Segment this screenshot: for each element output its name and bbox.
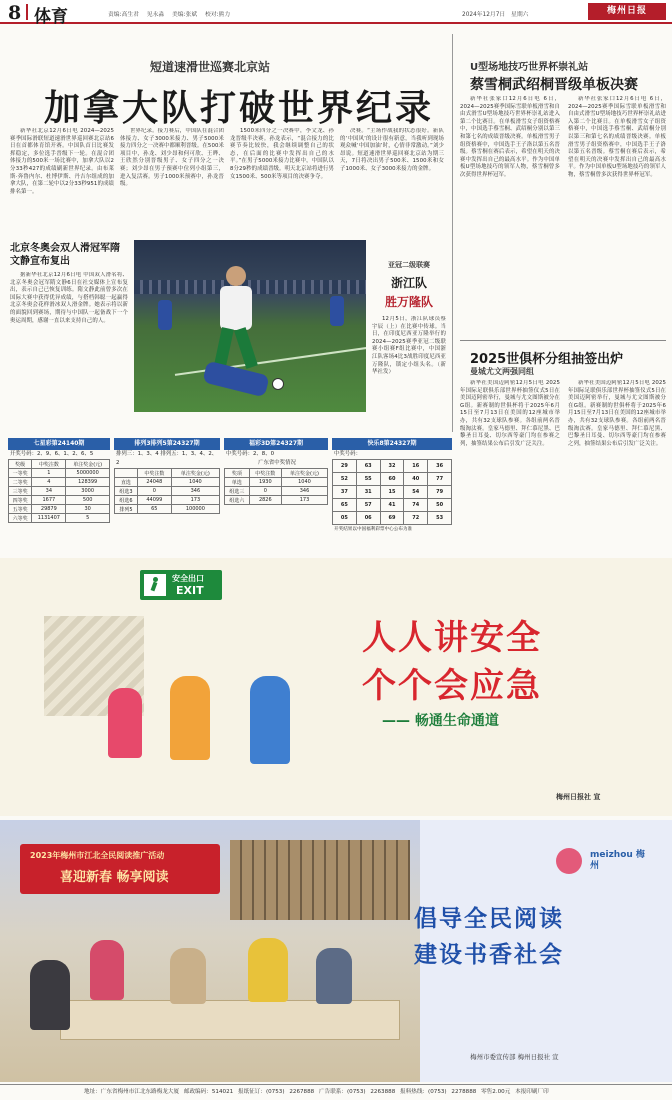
lottery-cell: 5000000 bbox=[66, 469, 110, 478]
lottery-row bbox=[115, 496, 220, 505]
lottery-number: 16 bbox=[404, 460, 428, 473]
lottery-numbers: 排列三：1、3、4 排列五：1、3、4、2、2 bbox=[116, 451, 218, 466]
lottery-row bbox=[9, 496, 110, 505]
lottery-cell: 346 bbox=[281, 487, 327, 496]
lottery-number: 41 bbox=[380, 499, 404, 512]
lottery-cell: 3000 bbox=[66, 487, 110, 496]
newspaper-logo: 梅州日报 bbox=[588, 3, 666, 20]
meizhou-brand: meizhou 梅州 bbox=[590, 850, 645, 871]
soccer-ball bbox=[272, 378, 284, 390]
lottery-row bbox=[115, 487, 220, 496]
lead-text-3: 1500米四分之一决赛中，李文龙、孙龙晋级半决赛。孙龙表示，“混合接力的比赛节奏比较快，我会继续调整自己的状态，在后面的比赛中发挥出自己的水平。”在男子5000米接力比赛中，中国队以8分29秒的成绩晋级。明天北京站将进行男女1500米、500米等项目的决赛争夺。 bbox=[230, 128, 334, 180]
lottery-fucai3d bbox=[224, 438, 328, 554]
lottery-number: 72 bbox=[404, 512, 428, 525]
event-banner-slogan: 喜迎新春 畅享阅读 bbox=[60, 870, 169, 885]
background-player bbox=[330, 296, 344, 326]
bookshelf bbox=[230, 840, 410, 920]
skate-body-col2 bbox=[568, 96, 666, 336]
page-header bbox=[0, 0, 672, 27]
lottery-cell: 4 bbox=[32, 478, 66, 487]
lottery-note: 开奖结果以中国福利彩票中心公布为准 bbox=[334, 527, 413, 532]
safety-ad-sponsor: 梅州日报社 宣 bbox=[556, 793, 601, 801]
lead-body-col3 bbox=[230, 128, 334, 236]
lottery-number: 54 bbox=[404, 486, 428, 499]
photo-caption bbox=[372, 316, 446, 416]
lottery-number: 36 bbox=[428, 460, 452, 473]
reader-figure bbox=[248, 938, 288, 1002]
lead-text-2: 世界纪录。接力赛后，中国队在混合团体接力、女子3000米接力、男子5000米接力四分之一决赛中都顺利晋级。在500米项目中，孙龙、刘少昂和何可欣、王晔、王欣然分别晋级男子、女子四分之一决赛；刘少昂在男子预赛中位列小组第三，进入复活赛。男子1000米预赛中，孙龙晋级。 bbox=[120, 128, 224, 188]
skate-kicker: U型场地技巧世界杯崇礼站 bbox=[470, 62, 589, 73]
lead-body-col2 bbox=[120, 128, 224, 236]
photo-kicker: 亚冠二级联赛 bbox=[388, 261, 430, 269]
event-banner bbox=[20, 844, 220, 894]
player-leg bbox=[214, 327, 234, 367]
lottery-cell: 组选3 bbox=[115, 487, 138, 496]
lottery-number-grid bbox=[332, 459, 452, 525]
page-footer: 地址：广东省梅州市江北东路梅龙大厦 邮政编码：514021 报纸征订：(0753) 2267888 广告联系：(0753) 2263888 报料热线：(0753) 2278888 零售2.00元 本报印刷厂印 bbox=[0, 1084, 672, 1100]
lottery-cell: 组选6 bbox=[115, 496, 138, 505]
photo-headline-2: 胜万隆队 bbox=[384, 295, 433, 309]
lottery-row bbox=[9, 469, 110, 478]
lottery-pailie bbox=[114, 438, 220, 554]
lottery-row bbox=[115, 478, 220, 487]
lottery-header-cell: 中奖注数 bbox=[249, 469, 281, 478]
worldcup-subhead: 曼城尤文两强同组 bbox=[470, 367, 534, 376]
lottery-cell: 排列5 bbox=[115, 505, 138, 514]
lead-kicker: 短道速滑世巡赛北京站 bbox=[150, 60, 271, 74]
lottery-number: 37 bbox=[333, 486, 357, 499]
safety-slogan-3: —— 畅通生命通道 bbox=[382, 713, 499, 729]
lottery-number: 29 bbox=[333, 460, 357, 473]
lottery-header-cell: 奖级 bbox=[9, 460, 32, 469]
lottery-cell: 组选三 bbox=[225, 487, 250, 496]
lottery-cell: 34 bbox=[32, 487, 66, 496]
lottery-numbers: 开奖号码：2、9、6、1、2、6、5 bbox=[10, 451, 94, 457]
lottery-cell: 1040 bbox=[171, 478, 219, 487]
lottery-cell: 1 bbox=[32, 469, 66, 478]
pitch-line bbox=[175, 346, 366, 376]
lottery-cell: 二等奖 bbox=[9, 478, 32, 487]
caption-text: 12月5日，浙江队球员蔡宇辰（上）在比赛中传球。当日，在印度尼西亚万隆举行的2024—2025赛季亚冠二级联赛小组赛F组比赛中，中国浙江队客场4比3战胜印度尼西亚万隆队，锁定小组头名。（新华社发） bbox=[372, 316, 446, 376]
reading-ad-sponsor: 梅州市委宣传部 梅州日报社 宣 bbox=[470, 1053, 559, 1061]
reading-slogan-2: 建设书香社会 bbox=[414, 942, 564, 968]
lottery-cell: 30 bbox=[66, 505, 110, 514]
lottery-header-cell: 中奖注数 bbox=[32, 460, 66, 469]
lottery-number: 53 bbox=[428, 512, 452, 525]
reader-figure bbox=[30, 960, 70, 1030]
lottery-number: 57 bbox=[356, 499, 380, 512]
lottery-table bbox=[114, 468, 220, 514]
soccer-photo bbox=[134, 240, 366, 412]
lead-text-1: 新华社北京12月6日电 2024—2025赛季国际滑联短道速滑世界巡回赛北京站6日在首都体育馆开赛。中国队首日比赛发挥稳定，多位选手晋级下一轮。在混合团体接力的500米一场比赛中，加拿大队以2分33秒427的成绩刷新世界纪录。由布莱斯·奔鲁内尔、杜博伊斯、丹吉尔组成的加拿大队，在第二轮中以2分33秒951的成绩排名第一。 bbox=[10, 128, 114, 195]
lottery-cell: 5 bbox=[66, 514, 110, 523]
skate-text-continued: 新华社张家口12月6日电 6日，2024—2025赛季国际雪联单板滑雪和自由式滑雪U型场地技巧世界杯崇礼站进入第二个比赛日。在单板滑雪女子组资格赛中，中国选手蔡雪桐、武绍桐分别以第三和第七名的成绩晋级决赛。单板滑雪男子组资格赛中，中国选手王子洛以第五名晋级。蔡雪桐在赛后表示，希望在明天的决赛中发挥出自己的最高水平。作为中国单板U型场地技巧的领军人物，蔡雪桐曾多次获得世界杯冠军。 bbox=[568, 96, 666, 178]
lottery-table bbox=[8, 459, 110, 523]
lottery-cell: 29879 bbox=[32, 505, 66, 514]
lottery-cell: 0 bbox=[137, 487, 171, 496]
lottery-numbers: 中奖号码： bbox=[334, 451, 361, 457]
lottery-number: 15 bbox=[380, 486, 404, 499]
lead-body-col1 bbox=[10, 128, 114, 236]
lottery-numbers: 中奖号码：2、8、0 bbox=[226, 451, 275, 457]
reader-figure bbox=[316, 948, 352, 1004]
lottery-row bbox=[9, 514, 110, 523]
lottery-number: 77 bbox=[428, 473, 452, 486]
lottery-title: 快乐8第24327期 bbox=[332, 438, 452, 450]
lottery-cell: 1040 bbox=[281, 478, 327, 487]
child-figure-blue bbox=[250, 676, 290, 764]
worldcup-body-col1 bbox=[460, 380, 560, 536]
lottery-number: 63 bbox=[356, 460, 380, 473]
skate-text: 新华社张家口12月6日电 6日，2024—2025赛季国际雪联单板滑雪和自由式滑雪U型场地技巧世界杯崇礼站进入第二个比赛日。在单板滑雪女子组资格赛中，中国选手蔡雪桐、武绍桐分别以第三和第七名的成绩晋级决赛。单板滑雪男子组资格赛中，中国选手王子洛以第五名晋级。蔡雪桐在赛后表示，希望在明天的决赛中发挥出自己的最高水平。作为中国单板U型场地技巧的领军人物，蔡雪桐曾多次获得世界杯冠军。 bbox=[460, 96, 560, 178]
lottery-cell: 组选六 bbox=[225, 496, 250, 505]
lottery-number: 60 bbox=[380, 473, 404, 486]
player-head bbox=[226, 266, 246, 286]
lottery-number: 52 bbox=[333, 473, 357, 486]
section-title: 体育 bbox=[34, 7, 68, 27]
lottery-cell: 1930 bbox=[249, 478, 281, 487]
safety-ad bbox=[0, 558, 672, 816]
lottery-subtitle: 广东省中奖情况 bbox=[258, 460, 296, 466]
lottery-number: 40 bbox=[404, 473, 428, 486]
page-number: 8 bbox=[8, 2, 22, 24]
lottery-cell: 24048 bbox=[137, 478, 171, 487]
lottery-header-row bbox=[9, 460, 110, 469]
lottery-cell: 44099 bbox=[137, 496, 171, 505]
reader-figure bbox=[170, 948, 206, 1004]
lottery-title: 福彩3D第24327期 bbox=[224, 438, 328, 450]
lottery-title: 七星彩第24140期 bbox=[8, 438, 110, 450]
lottery-kuaile8 bbox=[332, 438, 452, 554]
exit-sign-label: EXIT bbox=[176, 584, 204, 597]
lottery-number: 06 bbox=[356, 512, 380, 525]
lottery-header-cell: 奖项 bbox=[225, 469, 250, 478]
lottery-cell: 65 bbox=[137, 505, 171, 514]
lead-text-4: 决赛。“主场作战我的状态很好。新队的‘中国风’的设计很有新意，当我听到现场观众喊‘中国加油’时，心情非常激动。”刘少昂说。短道速滑世界巡回赛北京站为期三天，7日将决出男子500米、1500米和女子1000米、女子3000米接力的金牌。 bbox=[340, 128, 444, 172]
worldcup-body-col2 bbox=[568, 380, 666, 536]
lottery-cell: 500 bbox=[66, 496, 110, 505]
lottery-header-cell: 单注奖金(元) bbox=[171, 469, 219, 478]
lottery-cell: 六等奖 bbox=[9, 514, 32, 523]
lottery-cell: 173 bbox=[281, 496, 327, 505]
lottery-row bbox=[9, 505, 110, 514]
lottery-cell: 一等奖 bbox=[9, 469, 32, 478]
background-player bbox=[158, 300, 172, 330]
lottery-qixingcai bbox=[8, 438, 110, 554]
lottery-number: 79 bbox=[428, 486, 452, 499]
lottery-cell: 346 bbox=[171, 487, 219, 496]
lottery-table bbox=[224, 468, 328, 505]
lottery-number: 31 bbox=[356, 486, 380, 499]
lottery-header-cell: 中奖注数 bbox=[137, 469, 171, 478]
lottery-header-row bbox=[115, 469, 220, 478]
photo-headline-1: 浙江队 bbox=[390, 276, 427, 290]
reading-slogan-1: 倡导全民阅读 bbox=[414, 906, 564, 932]
lottery-number-row bbox=[333, 512, 452, 525]
story-divider bbox=[460, 340, 666, 341]
worldcup-text-continued: 新华社美国迈阿密12月5日电 2025年国际足联俱乐部世界杯抽签仪式5日在美国迈阿密举行，曼城与尤文图斯被分在G组。新赛制的世俱杯将于2025年6月15日至7月13日在美国的12座城市举办，共有32支球队参赛。各组前两名晋级淘汰赛。皇家马德里、拜仁慕尼黑、巴黎圣日耳曼、切尔西等豪门均在参赛之列，抽签结果公布后引发广泛关注。 bbox=[568, 380, 666, 447]
lottery-number: 50 bbox=[428, 499, 452, 512]
lottery-cell: 100000 bbox=[171, 505, 219, 514]
library-photo bbox=[0, 820, 420, 1082]
lottery-number: 65 bbox=[333, 499, 357, 512]
header-divider bbox=[26, 4, 28, 20]
lottery-header-cell: 单注奖金(元) bbox=[66, 460, 110, 469]
lottery-cell: 单选 bbox=[225, 478, 250, 487]
lottery-header-cell: 单注奖金(元) bbox=[281, 469, 327, 478]
lottery-row bbox=[115, 505, 220, 514]
lottery-number: 74 bbox=[404, 499, 428, 512]
worldcup-text: 新华社美国迈阿密12月5日电 2025年国际足联俱乐部世界杯抽签仪式5日在美国迈阿密举行，曼城与尤文图斯被分在G组。新赛制的世俱杯将于2025年6月15日至7月13日在美国的12座城市举办，共有32支球队参赛。各组前两名晋级淘汰赛。皇家马德里、拜仁慕尼黑、巴黎圣日耳曼、切尔西等豪门均在参赛之列，抽签结果公布后引发广泛关注。 bbox=[460, 380, 560, 447]
lottery-number: 32 bbox=[380, 460, 404, 473]
lottery-row bbox=[225, 487, 328, 496]
reader-figure bbox=[90, 940, 124, 1000]
lottery-number-row bbox=[333, 499, 452, 512]
winter-headline: 北京冬奥会双人滑冠军隋文静宣布复出 bbox=[10, 243, 120, 267]
column-divider bbox=[452, 34, 453, 432]
lottery-row bbox=[9, 478, 110, 487]
lottery-title: 排列3排列5第24327期 bbox=[114, 438, 220, 450]
issue-date: 2024年12月7日 星期六 bbox=[462, 12, 529, 18]
editor-credits: 责编:高生君 见永淼 美编:张斌 校对:熊力 bbox=[108, 12, 231, 18]
lottery-number-row bbox=[333, 486, 452, 499]
meizhou-flower-logo-icon bbox=[556, 848, 582, 874]
lottery-cell: 173 bbox=[171, 496, 219, 505]
photo-story bbox=[372, 260, 446, 416]
exit-sign bbox=[140, 570, 222, 600]
lottery-cell: 128399 bbox=[66, 478, 110, 487]
lottery-row bbox=[225, 478, 328, 487]
lead-headline: 加拿大队打破世界纪录 bbox=[44, 87, 435, 129]
lottery-cell: 2826 bbox=[249, 496, 281, 505]
lottery-cell: 四等奖 bbox=[9, 496, 32, 505]
safety-slogan-1: 人人讲安全 bbox=[362, 618, 542, 658]
lottery-row bbox=[9, 487, 110, 496]
exit-running-man-icon bbox=[144, 574, 166, 596]
winter-body bbox=[10, 272, 128, 432]
reading-table bbox=[60, 1000, 400, 1040]
lottery-number-row bbox=[333, 473, 452, 486]
lottery-row bbox=[225, 496, 328, 505]
child-figure-orange bbox=[170, 676, 210, 760]
lottery-cell: 1131407 bbox=[32, 514, 66, 523]
lottery-cell: 0 bbox=[249, 487, 281, 496]
reading-ad bbox=[0, 820, 672, 1082]
lottery-cell: 1677 bbox=[32, 496, 66, 505]
winter-text: 据新华社北京12月6日电 中国双人滑名将、北京冬奥会冠军隋文静6日在社交媒体上宣布复出，表示自己已恢复训练。隋文静此前曾多次在国际大赛中获得优异成绩，与搭档韩聪一起赢得北京冬奥会花样滑冰双人滑金牌。她表示将以新的面貌回到赛场，期待与中国队一起备战下一个奥运周期，感谢一直以来支持自己的人。 bbox=[10, 272, 128, 324]
worldcup-headline: 2025世俱杯分组抽签出炉 bbox=[470, 352, 624, 367]
event-banner-title: 2023年梅州市江北全民阅读推广活动 bbox=[30, 851, 165, 860]
lottery-cell: 三等奖 bbox=[9, 487, 32, 496]
lottery-number-row bbox=[333, 460, 452, 473]
lead-body-col4 bbox=[340, 128, 444, 236]
lottery-header-cell bbox=[115, 469, 138, 478]
player-white-jersey bbox=[220, 286, 252, 330]
lottery-cell: 五等奖 bbox=[9, 505, 32, 514]
safety-slogan-2: 个个会应急 bbox=[362, 666, 542, 706]
skate-body-col1 bbox=[460, 96, 560, 336]
exit-sign-title: 安全出口 bbox=[172, 574, 204, 583]
lottery-number: 55 bbox=[356, 473, 380, 486]
lottery-number: 05 bbox=[333, 512, 357, 525]
lottery-header-row bbox=[225, 469, 328, 478]
skate-headline: 蔡雪桐武绍桐晋级单板决赛 bbox=[470, 77, 638, 93]
child-figure-pink bbox=[108, 688, 142, 758]
player-leg bbox=[234, 327, 258, 369]
lottery-cell: 直选 bbox=[115, 478, 138, 487]
lottery-number: 69 bbox=[380, 512, 404, 525]
